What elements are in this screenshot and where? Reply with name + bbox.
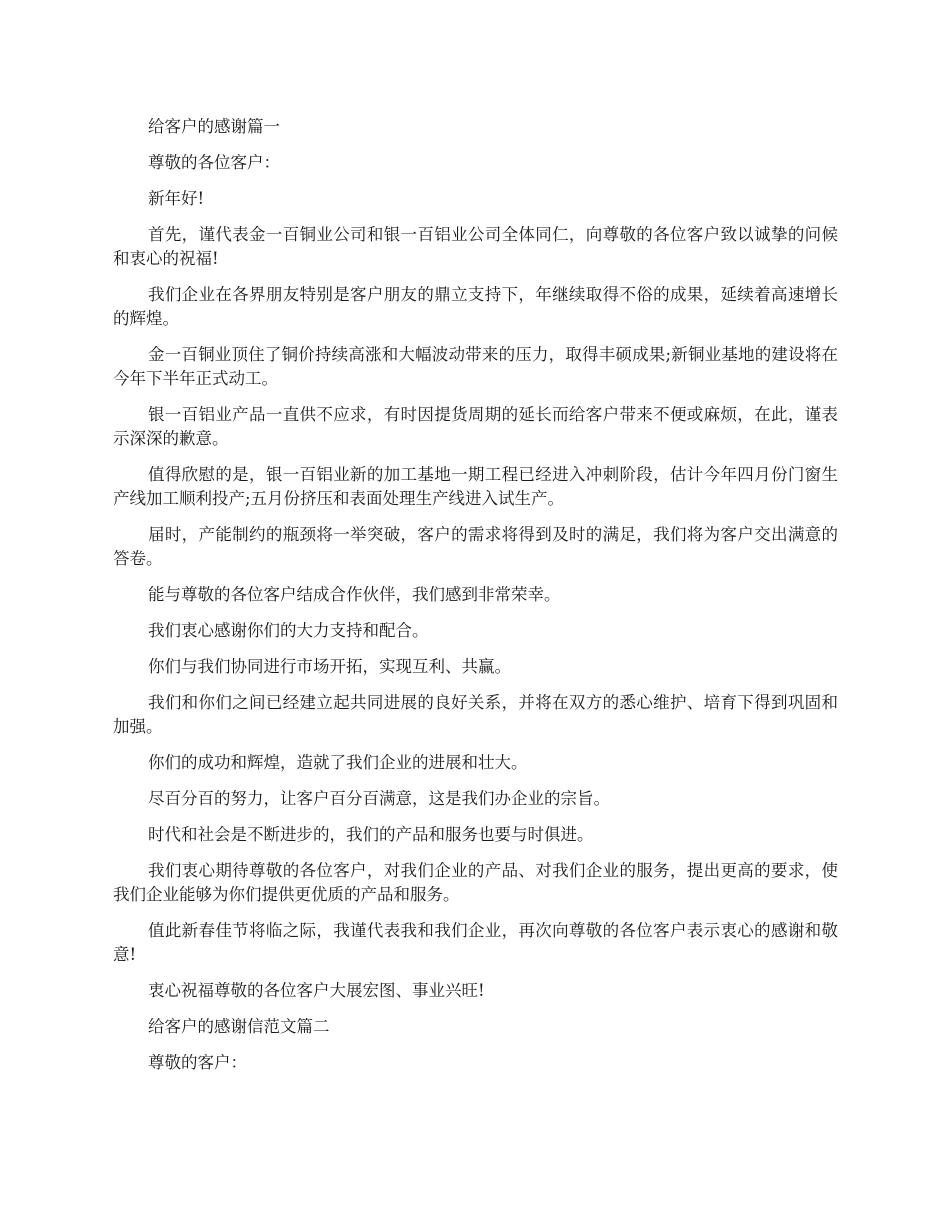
paragraph: 金一百铜业顶住了铜价持续高涨和大幅波动带来的压力，取得丰硕成果;新铜业基地的建设将在今年下半年正式动工。 — [113, 345, 838, 388]
paragraph: 届时，产能制约的瓶颈将一举突破，客户的需求将得到及时的满足，我们将为客户交出满意的答卷。 — [113, 525, 838, 568]
heading-part-one: 给客户的感谢篇一 — [148, 117, 280, 136]
greeting: 新年好! — [148, 189, 205, 208]
paragraph: 我们衷心感谢你们的大力支持和配合。 — [148, 621, 429, 640]
paragraph: 值此新春佳节将临之际，我谨代表我和我们企业，再次向尊敬的各位客户表示衷心的感谢和敬意! — [113, 921, 838, 964]
heading-part-two: 给客户的感谢信范文篇二 — [148, 1017, 330, 1036]
paragraph: 你们与我们协同进行市场开拓，实现互利、共赢。 — [148, 657, 511, 676]
salutation-part-two: 尊敬的客户： — [148, 1053, 247, 1072]
paragraph: 银一百铝业产品一直供不应求，有时因提货周期的延长而给客户带来不便或麻烦，在此，谨表示深深的歉意。 — [113, 405, 838, 448]
paragraph: 能与尊敬的各位客户结成合作伙伴，我们感到非常荣幸。 — [148, 585, 561, 604]
paragraph: 我们企业在各界朋友特别是客户朋友的鼎立支持下，年继续取得不俗的成果，延续着高速增长的辉煌。 — [113, 285, 838, 328]
salutation: 尊敬的各位客户： — [148, 153, 280, 172]
paragraph: 值得欣慰的是，银一百铝业新的加工基地一期工程已经进入冲刺阶段，估计今年四月份门窗生产线加工顺利投产;五月份挤压和表面处理生产线进入试生产。 — [113, 465, 838, 508]
paragraph: 你们的成功和辉煌，造就了我们企业的进展和壮大。 — [148, 753, 528, 772]
closing-wish: 衷心祝福尊敬的各位客户大展宏图、事业兴旺! — [148, 981, 485, 1000]
paragraph: 我们衷心期待尊敬的各位客户，对我们企业的产品、对我们企业的服务，提出更高的要求，使我们企业能够为你们提供更优质的产品和服务。 — [113, 861, 838, 904]
document-body — [113, 115, 838, 1087]
paragraph: 尽百分百的努力，让客户百分百满意，这是我们办企业的宗旨。 — [148, 789, 610, 808]
paragraph: 首先，谨代表金一百铜业公司和银一百铝业公司全体同仁，向尊敬的各位客户致以诚挚的问候和衷心的祝福! — [113, 225, 838, 268]
paragraph: 时代和社会是不断进步的，我们的产品和服务也要与时俱进。 — [148, 825, 594, 844]
paragraph: 我们和你们之间已经建立起共同进展的良好关系，并将在双方的悉心维护、培育下得到巩固和加强。 — [113, 693, 838, 736]
